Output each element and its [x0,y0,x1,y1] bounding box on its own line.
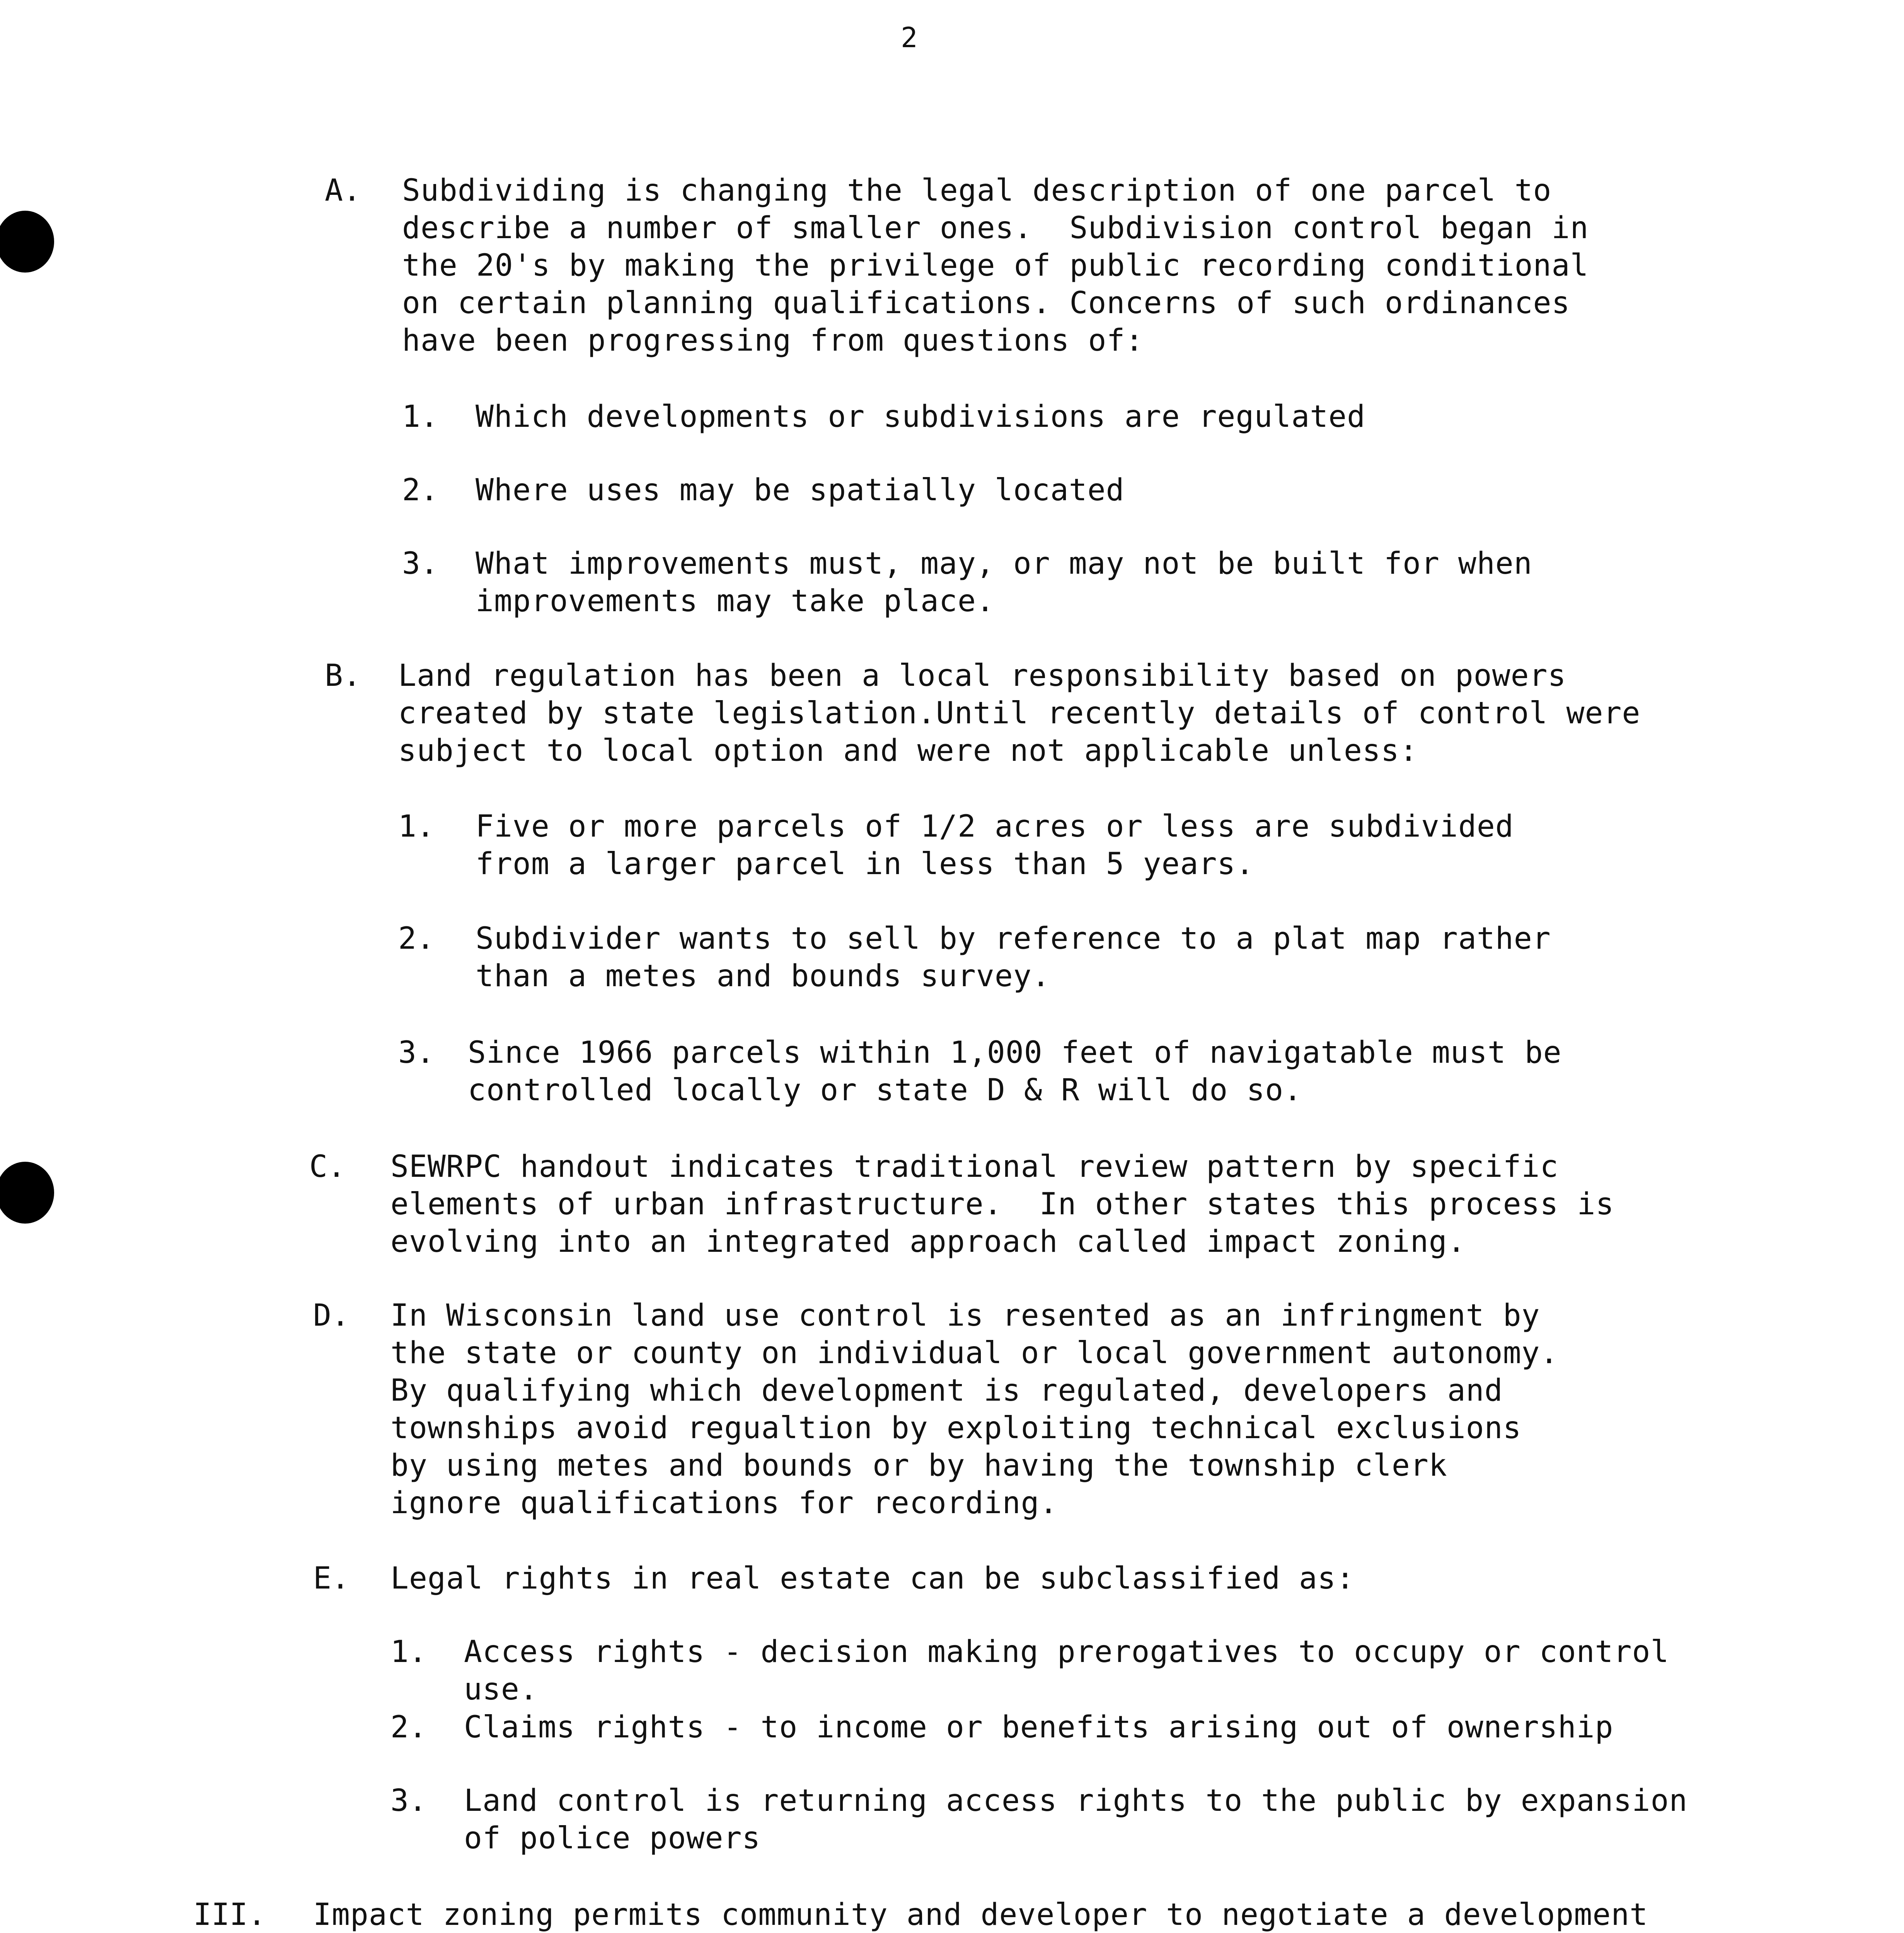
section-c-text: SEWRPC handout indicates traditional review pattern by specific elements of urban infrastructure. In other states this process is evolving into an integrated approach called impact zoning. [390,1149,1614,1259]
section-e-item-3-text: Land control is returning access rights to the public by expansion of police powers [464,1783,1688,1856]
section-b-text: Land regulation has been a local responsibility based on powers created by state legislation.Until recently details of control were subject to local option and were not applicable unless: [398,658,1641,768]
section-b-label: B. [325,658,361,693]
section-b-item-3-label: 3. [398,1035,435,1070]
section-a-label: A. [325,173,361,208]
punch-hole-top [0,211,54,273]
section-iii-label: III. [193,1897,266,1932]
section-iii-text: Impact zoning permits community and developer to negotiate a development [313,1897,1648,1932]
section-d-text: In Wisconsin land use control is resented as an infringment by the state or county on individual or local government autonomy. By qualifying which development is regulated, developers and townships avoid regualtion by exploiting technical exclusions by using metes and bounds or by having the township clerk ignore qualifications for recording. [390,1298,1559,1520]
section-a-item-2-label: 2. [402,473,438,508]
section-e-item-2-text: Claims rights - to income or benefits arising out of ownership [464,1710,1614,1745]
section-e-label: E. [313,1561,349,1596]
section-b-item-2-label: 2. [398,921,435,956]
section-e-item-3-label: 3. [390,1783,427,1818]
section-b-item-2-text: Subdivider wants to sell by reference to a plat map rather than a metes and bounds survey. [476,921,1551,994]
section-a-text: Subdividing is changing the legal description of one parcel to describe a number of smaller ones. Subdivision control began in the 20's by making the privilege of public recording conditional on certain planning qualifications. Concerns of such ordinances have been progressing from questions of: [402,173,1589,358]
section-a-item-1-text: Which developments or subdivisions are regulated [476,399,1366,434]
punch-hole-middle [0,1162,54,1224]
section-e-item-1-text: Access rights - decision making prerogatives to occupy or control use. [464,1635,1669,1707]
section-e-item-1-label: 1. [390,1635,427,1669]
section-e-item-2-label: 2. [390,1710,427,1745]
section-a-item-1-label: 1. [402,399,438,434]
section-b-item-1-text: Five or more parcels of 1/2 acres or less are subdivided from a larger parcel in less than 5 years. [476,809,1514,881]
page-number: 2 [901,21,918,54]
section-a-item-3-text: What improvements must, may, or may not be built for when improvements may take place. [476,546,1532,619]
section-c-label: C. [309,1149,346,1184]
section-a-item-2-text: Where uses may be spatially located [476,473,1125,508]
section-d-label: D. [313,1298,349,1333]
section-b-item-3-text: Since 1966 parcels within 1,000 feet of navigatable must be controlled locally or state D & R will do so. [468,1035,1562,1108]
section-a-item-3-label: 3. [402,546,438,581]
section-b-item-1-label: 1. [398,809,435,844]
section-e-text: Legal rights in real estate can be subclassified as: [390,1561,1355,1596]
